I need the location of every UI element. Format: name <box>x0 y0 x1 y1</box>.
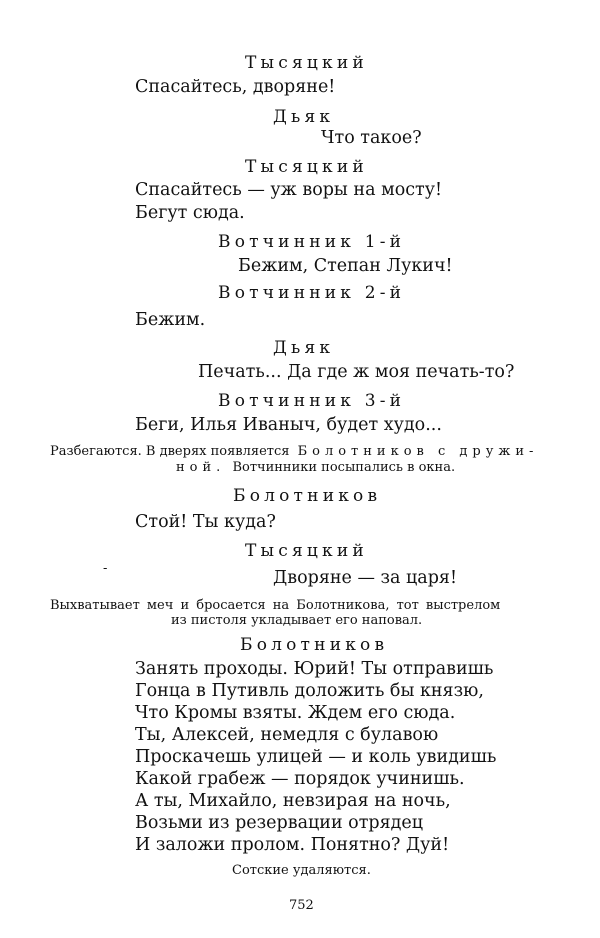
stage-direction <box>50 445 538 458</box>
verse-line: И заложи пролом. Понятно? Дуй! <box>135 835 450 855</box>
verse-line: Бежим. <box>135 310 206 330</box>
speaker-votchinnik-1: Вотчинник 1-й <box>218 232 406 252</box>
speaker-dyak: Дьяк <box>273 107 335 127</box>
speaker-bolotnikov: Болотников <box>240 635 389 655</box>
stage-direction: из пистоля укладывает его наповал. <box>171 613 423 628</box>
speaker-dyak: Дьяк <box>273 338 335 358</box>
stage-direction-text: Вотчинники посыпались в окна. <box>232 460 456 475</box>
speaker-tysyatsky: Тысяцкий <box>245 53 368 73</box>
stage-direction-text: Разбегаются. В дверях появляется <box>50 444 290 459</box>
speaker-tysyatsky: Тысяцкий <box>245 157 368 177</box>
verse-line: Какой грабеж — порядок учинишь. <box>135 769 465 789</box>
verse-line: Спасайтесь, дворяне! <box>135 77 336 97</box>
stage-direction-name: ной. <box>176 460 226 475</box>
verse-line: Ты, Алексей, немедля с булавою <box>135 725 439 745</box>
verse-line: Занять проходы. Юрий! Ты отправишь <box>135 659 494 679</box>
verse-line: А ты, Михайло, невзирая на ночь, <box>135 791 451 811</box>
verse-line: Спасайтесь — уж воры на мосту! <box>135 180 443 200</box>
verse-line: Проскачешь улицей — и коль увидишь <box>135 747 497 767</box>
verse-line: Бегут сюда. <box>135 203 245 223</box>
print-mark: - <box>103 561 108 576</box>
verse-line: Что Кромы взяты. Ждем его сюда. <box>135 703 456 723</box>
page-number: 752 <box>289 898 314 913</box>
verse-line: Что такое? <box>321 128 422 148</box>
speaker-bolotnikov: Болотников <box>233 486 382 506</box>
verse-line: Гонца в Путивль доложить бы князю, <box>135 681 484 701</box>
verse-line: Возьми из резервации отрядец <box>135 813 424 833</box>
verse-line: Дворяне — за царя! <box>273 568 458 588</box>
verse-line: Бежим, Степан Лукич! <box>238 256 453 276</box>
verse-line: Стой! Ты куда? <box>135 512 276 532</box>
speaker-tysyatsky: Тысяцкий <box>245 541 368 561</box>
stage-direction: Сотские удаляются. <box>232 863 371 878</box>
stage-direction-name: Болотников с дружи- <box>297 444 539 459</box>
verse-line: Печать... Да где ж моя печать-то? <box>198 362 515 382</box>
speaker-votchinnik-3: Вотчинник 3-й <box>218 391 406 411</box>
verse-line: Беги, Илья Иваныч, будет худо... <box>135 415 442 435</box>
stage-direction <box>176 461 455 474</box>
speaker-votchinnik-2: Вотчинник 2-й <box>218 283 406 303</box>
stage-direction: Выхватывает меч и бросается на Болотникова, тот выстрелом <box>50 598 501 613</box>
